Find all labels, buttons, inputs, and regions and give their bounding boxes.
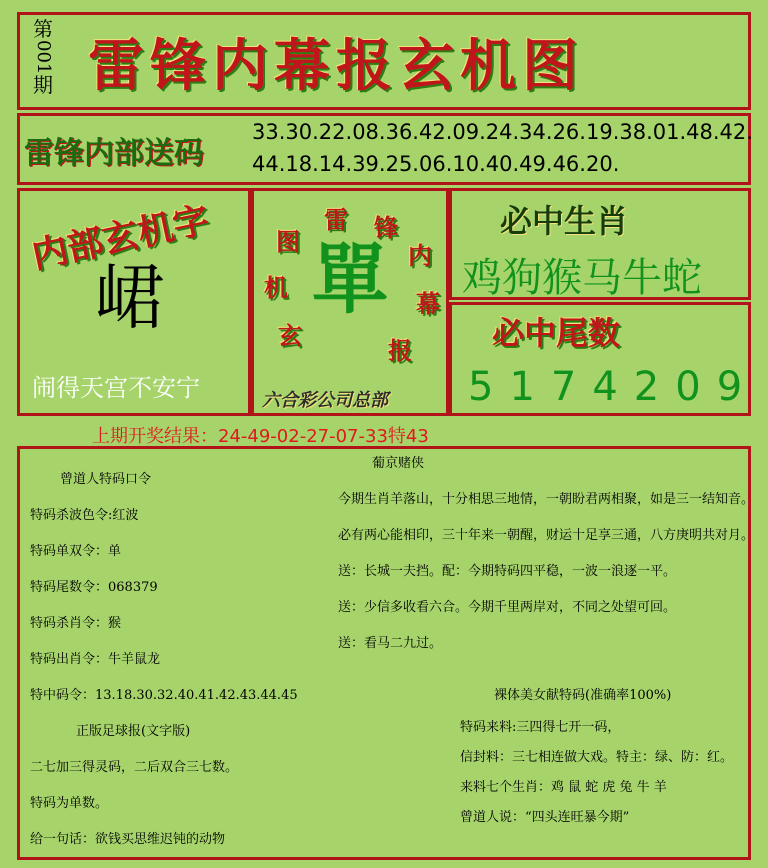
tail-label: 必中尾数 [492,314,621,352]
page-title: 雷锋内幕报玄机图 [88,33,584,99]
zodiac-label: 必中生肖 [500,202,629,240]
issue-number: 001 [33,40,54,75]
tail-value: 5174209 [468,364,759,410]
mystery-label: 内部玄机字 [28,198,213,278]
left-line-9: 给一句话：欲钱买思维迟钝的动物 [30,832,226,847]
codes-line-2: 44.18.14.39.25.06.10.40.49.46.20. [252,152,620,176]
mystery-character: 峮 [95,257,165,339]
zodiac-value: 鸡狗猴马牛蛇 [462,255,702,301]
left-line-3: 特码尾数令：068379 [30,580,158,595]
ring-char-4: 幕 [416,289,440,318]
center-footer: 六合彩公司总部 [262,390,388,411]
right-line-3: 送：长城一夫挡。配：今期特码四平稳，一波一浪逐一平。 [338,564,677,579]
left-line-6: 特中码令：13.18.30.32.40.41.42.43.44.45 [30,688,298,703]
mystery-phrase: 闹得天宫不安宁 [32,374,200,402]
right-line-6: 特码来料:三四得七开一码， [460,720,621,735]
left-line-7: 二七加三得灵码，二后双合三七数。 [30,760,239,775]
right-subheading: 裸体美女献特码(准确率100%) [494,688,672,703]
codes-label: 雷锋内部送码 [24,136,204,171]
left-line-5: 特码出肖令：牛羊鼠龙 [30,652,161,667]
issue-label [28,18,58,96]
ring-char-5: 报 [388,336,412,365]
ring-char-2: 锋 [374,213,398,242]
right-line-2: 必有两心能相印，三十年来一朝醒，财运十足享三通，八方庚明共对月。 [338,528,755,543]
last-result: 上期开奖结果：24-49-02-27-07-33特43 [92,426,429,447]
ring-char-6: 玄 [278,321,302,350]
center-big-char: 單 [312,235,388,324]
codes-line-1: 33.30.22.08.36.42.09.24.34.26.19.38.01.48.42. [252,120,753,144]
ring-char-1: 雷 [324,205,348,234]
left-line-2: 特码单双令：单 [30,544,122,559]
issue-suffix: 期 [33,73,53,98]
left-line-4: 特码杀肖令：猴 [30,616,122,631]
right-heading: 葡京赌侠 [372,456,425,471]
left-subheading: 正版足球报(文字版) [76,724,191,739]
ring-char-3: 内 [408,241,432,270]
right-line-7: 信封料：三七相连做大戏。特主：绿、防：红。 [460,750,734,765]
ring-char-7: 机 [264,273,288,302]
left-line-1: 特码杀波色令:红波 [30,508,139,523]
left-line-8: 特码为单数。 [30,796,109,811]
right-line-8: 来料七个生肖：鸡 鼠 蛇 虎 兔 牛 羊 [460,780,667,795]
right-line-4: 送：少信多收看六合。今期千里两岸对，不同之处望可回。 [338,600,677,615]
left-heading: 曾道人特码口令 [60,472,152,487]
right-line-5: 送：看马二九过。 [338,636,443,651]
right-line-9: 曾道人说：“四头连旺暴今期” [460,810,630,825]
right-line-1: 今期生肖羊落山，十分相思三地情，一朝盼君两相聚，如是三一结知音。 [338,492,755,507]
issue-prefix: 第 [33,17,53,41]
ring-char-8: 图 [276,227,300,256]
